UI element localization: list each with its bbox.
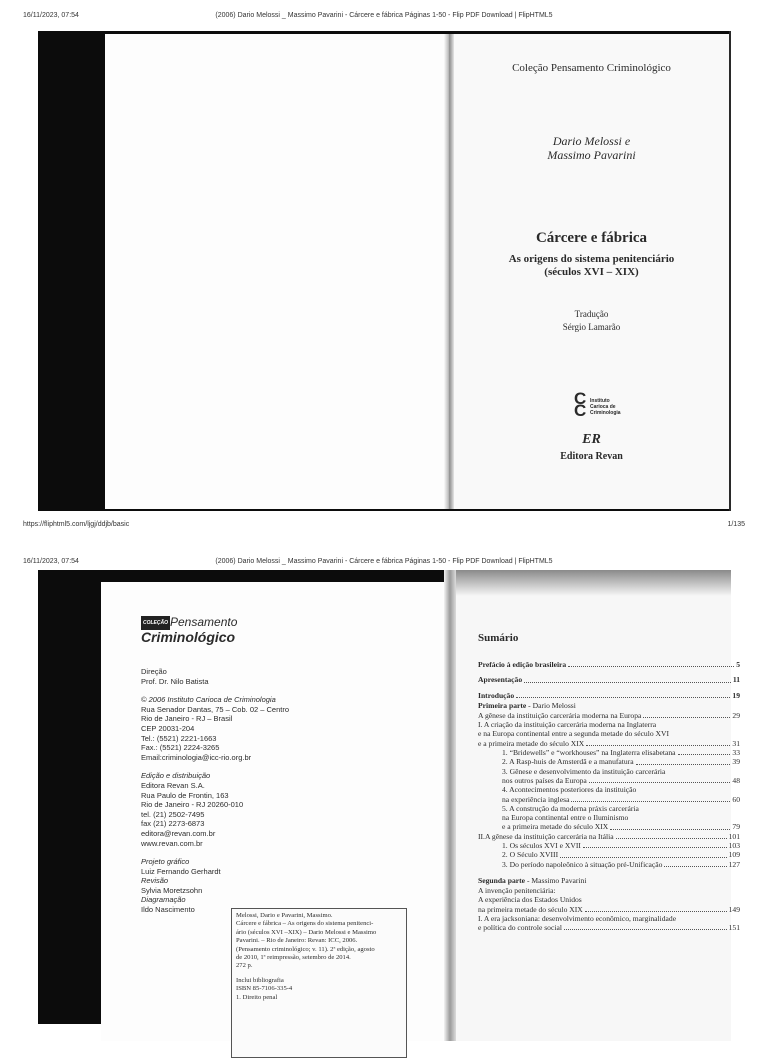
credits-line: Sylvia Moretzsohn [141, 885, 203, 895]
revan-logo-mark: ER [582, 432, 601, 447]
toc-entry [478, 660, 740, 669]
toc-leader-dots [616, 838, 727, 839]
toc-leader-dots [571, 801, 730, 802]
toc-page-number: 127 [728, 859, 740, 869]
credits-line: Edição e distribuição [141, 771, 211, 781]
credits-line: CEP 20031-204 [141, 723, 195, 733]
catalog-line: Pavarini. – Rio de Janeiro: Revan: ICC, 2006. [236, 937, 358, 945]
author-2: Massimo Pavarini [547, 148, 636, 162]
toc-leader-dots [516, 697, 730, 698]
credits-line: Rio de Janeiro - RJ – Brasil [141, 714, 233, 724]
catalog-line: ISBN 85-7106-335-4 [236, 985, 293, 993]
author-1: Dario Melossi e [552, 134, 631, 148]
toc-entry-title: na experiência inglesa [502, 794, 570, 804]
print-date: 16/11/2023, 07:54 [23, 558, 79, 565]
toc-leader-dots [589, 782, 731, 783]
credits-line: Ildo Nascimento [141, 905, 195, 915]
toc-entry [478, 675, 740, 684]
toc-page-number: 31 [732, 738, 740, 748]
toc-part-author: - Dario Melossi [526, 700, 576, 710]
credits-line: Rua Senador Dantas, 75 – Cob. 02 – Centro [141, 704, 290, 714]
toc-entry [478, 739, 740, 748]
icc-text: Instituto Carioca de Criminologia [590, 398, 621, 416]
toc-page-number: 101 [728, 831, 740, 841]
credits-line: Revisão [141, 876, 169, 886]
toc-leader-dots [678, 754, 731, 755]
toc-entry-line: 5. A construção da moderna práxis carcerária [502, 803, 639, 813]
scan-spread-1 [38, 31, 731, 511]
credits-line: Tel.: (5521) 2221-1663 [141, 733, 217, 743]
credits-line: Rua Paulo de Frontin, 163 [141, 790, 229, 800]
toc-page-number: 151 [728, 923, 740, 933]
toc-page-number: 33 [732, 748, 740, 758]
print-footer [0, 518, 768, 532]
credits-line: © 2006 Instituto Carioca de Criminologia [141, 695, 276, 705]
toc-entry [478, 822, 740, 831]
brand-line-2: Criminológico [141, 629, 236, 645]
toc-entry [478, 841, 740, 850]
toc-entry-line: na Europa continental entre o Iluminismo [502, 813, 629, 823]
toc-entry [478, 923, 740, 932]
toc-leader-dots [585, 911, 727, 912]
translator-name: Sérgio Lamarão [562, 322, 621, 332]
toc-entry-title: Prefácio à edição brasileira [478, 660, 567, 669]
blank-page [105, 34, 444, 509]
credits-spacer [141, 686, 351, 695]
catalog-line: Melossi, Dario e Pavarini, Massimo. [236, 912, 333, 919]
toc-part-heading [478, 700, 740, 711]
toc-part-title: Primeira parte [478, 700, 527, 710]
contents-page [456, 570, 740, 1041]
credits-spacer [141, 762, 351, 771]
toc-entry-line: I. A criação da instituição carcerária moderna na Inglaterra [478, 720, 657, 730]
toc-entry-title: nos outros países da Europa [502, 775, 587, 785]
toc-leader-dots [583, 847, 727, 848]
toc-part-author: - Massimo Pavarini [525, 875, 587, 885]
credits-line: fax (21) 2273-6873 [141, 819, 205, 829]
toc-leader-dots [524, 682, 731, 683]
collection-brand [141, 615, 237, 644]
credits-line: Rio de Janeiro - RJ 20260-010 [141, 800, 244, 810]
toc-part-heading [478, 875, 740, 886]
toc-entry-title: e a primeira metade do século XIX [478, 738, 585, 748]
toc-entry-line: 4. Acontecimentos posteriores da instituição [502, 785, 637, 795]
toc-entry-title: na primeira metade do século XIX [478, 904, 583, 914]
toc-leader-dots [643, 717, 730, 718]
toc-leader-dots [568, 666, 734, 667]
toc-entry-line: 3. Gênese e desenvolvimento da instituição carcerária [502, 766, 666, 776]
book-spine [444, 34, 454, 509]
toc-entry [478, 795, 740, 804]
toc-entry-line: A experiência dos Estados Unidos [478, 895, 582, 905]
print-title: (2006) Dario Melossi _ Massimo Pavarini - Cárcere e fábrica Páginas 1-50 - Flip PDF Download | FlipHTML5 [215, 12, 553, 19]
toc-entry [478, 711, 740, 720]
publisher-name: Editora Revan [560, 451, 623, 462]
toc-page-number: 39 [732, 757, 740, 767]
catalog-line: ário (séculos XVI –XIX) – Dario Melossi e Massimo [236, 928, 377, 936]
catalog-line: de 2010, 1ª reimpressão, setembro de 2014. [236, 954, 351, 962]
icc-mark: C C [574, 389, 586, 420]
toc-heading: Sumário [478, 632, 519, 644]
credits-spacer [141, 848, 351, 857]
toc-entry [478, 905, 740, 914]
toc-page-number: 5 [736, 660, 740, 669]
toc-entry-title: A gênese da instituição carcerária moderna na Europa [478, 710, 642, 720]
catalog-line: 272 p. [236, 962, 253, 970]
toc-page-number: 103 [728, 841, 740, 851]
toc-entry-line: A invenção penitenciária: [478, 885, 556, 895]
subtitle-line-1: As origens do sistema penitenciário [508, 253, 675, 265]
page-shadow [456, 570, 731, 596]
print-url: https://fliphtml5.com/ljgj/ddjb/basic [23, 521, 130, 528]
toc-page-number: 19 [732, 690, 740, 700]
toc-entry [478, 860, 740, 869]
toc-entry [478, 748, 740, 757]
toc-entry-title: 1. “Bridewells” e “workhouses” na Inglaterra elisabetana [502, 748, 676, 758]
credits-line: Prof. Dr. Nilo Batista [141, 676, 209, 686]
toc-entry-title: 2. O Século XVIII [502, 850, 559, 860]
toc-entry [478, 757, 740, 766]
toc-entry-title: Introdução [478, 690, 515, 700]
title-page [454, 34, 729, 509]
toc-leader-dots [560, 857, 727, 858]
toc-leader-dots [610, 829, 730, 830]
authors [454, 134, 729, 162]
catalog-record [231, 908, 407, 1058]
toc-page-number: 149 [728, 904, 740, 914]
print-header-2 [0, 555, 768, 569]
toc-entry [478, 832, 740, 841]
credits-line: www.revan.com.br [141, 838, 203, 848]
credits-line: Editora Revan S.A. [141, 780, 205, 790]
toc-entry-title: 2. A Rasp-huis de Amsterdã e a manufatura [502, 757, 634, 767]
toc-entry-title: Apresentação [478, 675, 523, 685]
credits-line: editora@revan.com.br [141, 828, 216, 838]
brand-tag: COLEÇÃO [141, 616, 170, 630]
toc-page-number: 29 [732, 710, 740, 720]
toc-entry-title: 1. Os séculos XVI e XVII [502, 841, 581, 851]
book-spine [444, 570, 456, 1041]
credits-line: Direção [141, 667, 167, 676]
toc-page-number: 79 [732, 822, 740, 832]
brand-line-1: Pensamento [170, 615, 238, 629]
toc-entry [478, 776, 740, 785]
subtitle-line-2: (séculos XVI – XIX) [544, 266, 639, 278]
print-title: (2006) Dario Melossi _ Massimo Pavarini - Cárcere e fábrica Páginas 1-50 - Flip PDF Download | FlipHTML5 [215, 558, 553, 565]
toc-page-number: 48 [732, 775, 740, 785]
print-header [0, 9, 768, 23]
toc-leader-dots [636, 764, 731, 765]
credits-line: Luiz Fernando Gerhardt [141, 866, 221, 876]
translation-label: Tradução [574, 309, 609, 319]
credits-line: tel. (21) 2502-7495 [141, 809, 205, 819]
toc-leader-dots [564, 929, 727, 930]
credits-list [141, 667, 351, 915]
icc-logo [574, 389, 644, 425]
credits-page [101, 582, 444, 1041]
catalog-line: Cárcere e fábrica – As origens do sistema penitenci- [236, 920, 374, 928]
credits-line: Fax.: (5521) 2224-3265 [141, 743, 220, 753]
toc-entry-line: I. A era jacksoniana: desenvolvimento econômico, marginalidade [478, 913, 677, 923]
toc-page-number: 109 [728, 850, 740, 860]
print-date: 16/11/2023, 07:54 [23, 12, 79, 19]
toc-page-number: 11 [732, 675, 740, 685]
scan-spread-2 [38, 570, 740, 1024]
scan-edge [729, 31, 731, 511]
toc-entry-title: e política do controle social [478, 923, 562, 933]
toc-entry-title: e a primeira metade do século XIX [502, 822, 609, 832]
catalog-line: Inclui bibliografia [236, 976, 284, 984]
toc-entry-title: II.A gênese da instituição carcerária na Itália [478, 831, 614, 841]
toc-entry-title: 3. Do período napoleônico à situação pré-Unificação [502, 859, 663, 869]
toc-entry [478, 850, 740, 859]
toc-part-title: Segunda parte [478, 875, 526, 885]
toc-entry [478, 691, 740, 700]
toc-entry-line: e na Europa continental entre a segunda metade do século XVI [478, 729, 670, 739]
catalog-line: (Pensamento criminológico; v. 11). 2ª edição, agosto [236, 945, 375, 953]
credits-line: Diagramação [141, 895, 186, 905]
toc-leader-dots [664, 866, 726, 867]
print-page-number: 1/135 [727, 521, 745, 528]
credits-line: Projeto gráfico [141, 857, 190, 867]
catalog-line: 1. Direito penal [236, 993, 278, 1001]
toc-leader-dots [586, 745, 730, 746]
book-title: Cárcere e fábrica [535, 230, 648, 246]
toc-page-number: 60 [732, 794, 740, 804]
collection-name: Coleção Pensamento Criminológico [512, 62, 671, 74]
table-of-contents [478, 660, 740, 932]
translation-credit [454, 308, 729, 334]
credits-line: Email:criminologia@icc-rio.org.br [141, 752, 252, 762]
book-subtitle [454, 253, 729, 279]
